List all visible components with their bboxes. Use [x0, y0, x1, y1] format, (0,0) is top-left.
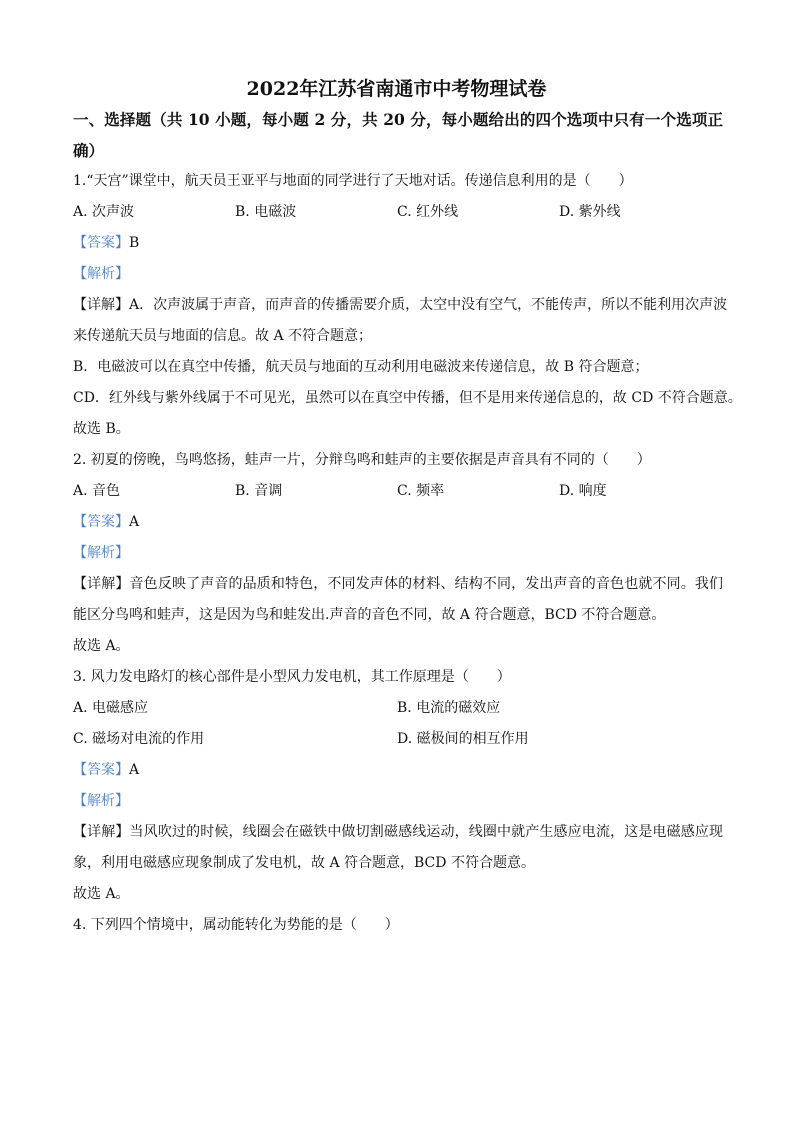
detail-text: 音色反映了声音的品质和特色，不同发声体的材料、结构不同，发出声音的音色也就不同。我们	[129, 576, 724, 592]
option-a: A. 音色	[73, 483, 121, 499]
question-3-options-row1	[73, 693, 723, 724]
detail-line: 象，利用电磁感应现象制成了发电机，故 A 符合题意，BCD 不符合题意。	[73, 855, 535, 871]
detail-line: B．电磁波可以在真空中传播，航天员与地面的互动利用电磁波来传递信息，故 B 符合题意；	[73, 359, 649, 375]
detail-text: 当风吹过的时候，线圈会在磁铁中做切割磁感线运动，线圈中就产生感应电流，这是电磁感应现	[129, 824, 724, 840]
answer-value: A	[129, 514, 140, 530]
detail-line: 故选 A。	[73, 886, 130, 902]
answer-line	[73, 228, 723, 259]
detail-line: 故选 A。	[73, 638, 130, 654]
section-heading: 一、选择题（共 10 小题，每小题 2 分，共 20 分，每小题给出的四个选项中只有一个选项正	[73, 110, 723, 129]
answer-line	[73, 507, 723, 538]
detail-line	[73, 290, 728, 321]
option-a: A. 次声波	[73, 204, 135, 220]
question-2-stem: 2. 初夏的傍晚，鸟鸣悠扬，蛙声一片，分辩鸟鸣和蛙声的主要依据是声音具有不同的（ ）	[73, 452, 651, 468]
document-body	[73, 104, 742, 941]
answer-label: 【答案】	[73, 235, 129, 251]
answer-value: B	[129, 235, 140, 251]
detail-line	[73, 817, 723, 848]
detail-text: A．次声波属于声音，而声音的传播需要介质，太空中没有空气，不能传声，所以不能利用次声波	[129, 297, 728, 313]
option-c: C. 磁场对电流的作用	[73, 731, 205, 747]
detail-label: 【详解】	[73, 576, 130, 592]
analysis-label: 【解析】	[73, 545, 129, 561]
option-a: A. 电磁感应	[73, 700, 149, 716]
option-d: D. 磁极间的相互作用	[397, 731, 529, 747]
detail-label: 【详解】	[73, 824, 130, 840]
option-d: D. 响度	[559, 483, 607, 499]
section-heading-cont: 确）	[73, 141, 105, 160]
option-b: B. 音调	[235, 483, 283, 499]
option-c: C. 红外线	[397, 204, 459, 220]
option-b: B. 电磁波	[235, 204, 297, 220]
page-title: 2022年江苏省南通市中考物理试卷	[246, 78, 547, 100]
detail-line: 故选 B。	[73, 421, 130, 437]
answer-label: 【答案】	[73, 762, 129, 778]
question-1-options	[73, 197, 723, 228]
detail-line: 来传递航天员与地面的信息。故 A 不符合题意；	[73, 328, 373, 344]
analysis-label: 【解析】	[73, 793, 129, 809]
answer-label: 【答案】	[73, 514, 129, 530]
analysis-label: 【解析】	[73, 266, 129, 282]
question-1-stem: 1.“天宫”课堂中，航天员王亚平与地面的同学进行了天地对话。传递信息利用的是（ ）	[73, 173, 633, 189]
option-b: B. 电流的磁效应	[397, 700, 501, 716]
detail-line: CD．红外线与紫外线属于不可见光，虽然可以在真空中传播，但不是用来传递信息的，故 CD 不符合题意。	[73, 390, 742, 406]
option-c: C. 频率	[397, 483, 445, 499]
question-3-options-row2	[73, 724, 723, 755]
detail-line	[73, 569, 723, 600]
answer-line	[73, 755, 723, 786]
question-4-stem: 4. 下列四个情境中，属动能转化为势能的是（ ）	[73, 917, 399, 933]
option-d: D. 紫外线	[559, 204, 621, 220]
question-3-stem: 3. 风力发电路灯的核心部件是小型风力发电机，其工作原理是（ ）	[73, 669, 511, 685]
question-2-options	[73, 476, 723, 507]
detail-label: 【详解】	[73, 297, 129, 313]
detail-line: 能区分鸟鸣和蛙声，这是因为鸟和蛙发出.声音的音色不同，故 A 符合题意，BCD 不符合题意。	[73, 607, 666, 623]
answer-value: A	[129, 762, 140, 778]
